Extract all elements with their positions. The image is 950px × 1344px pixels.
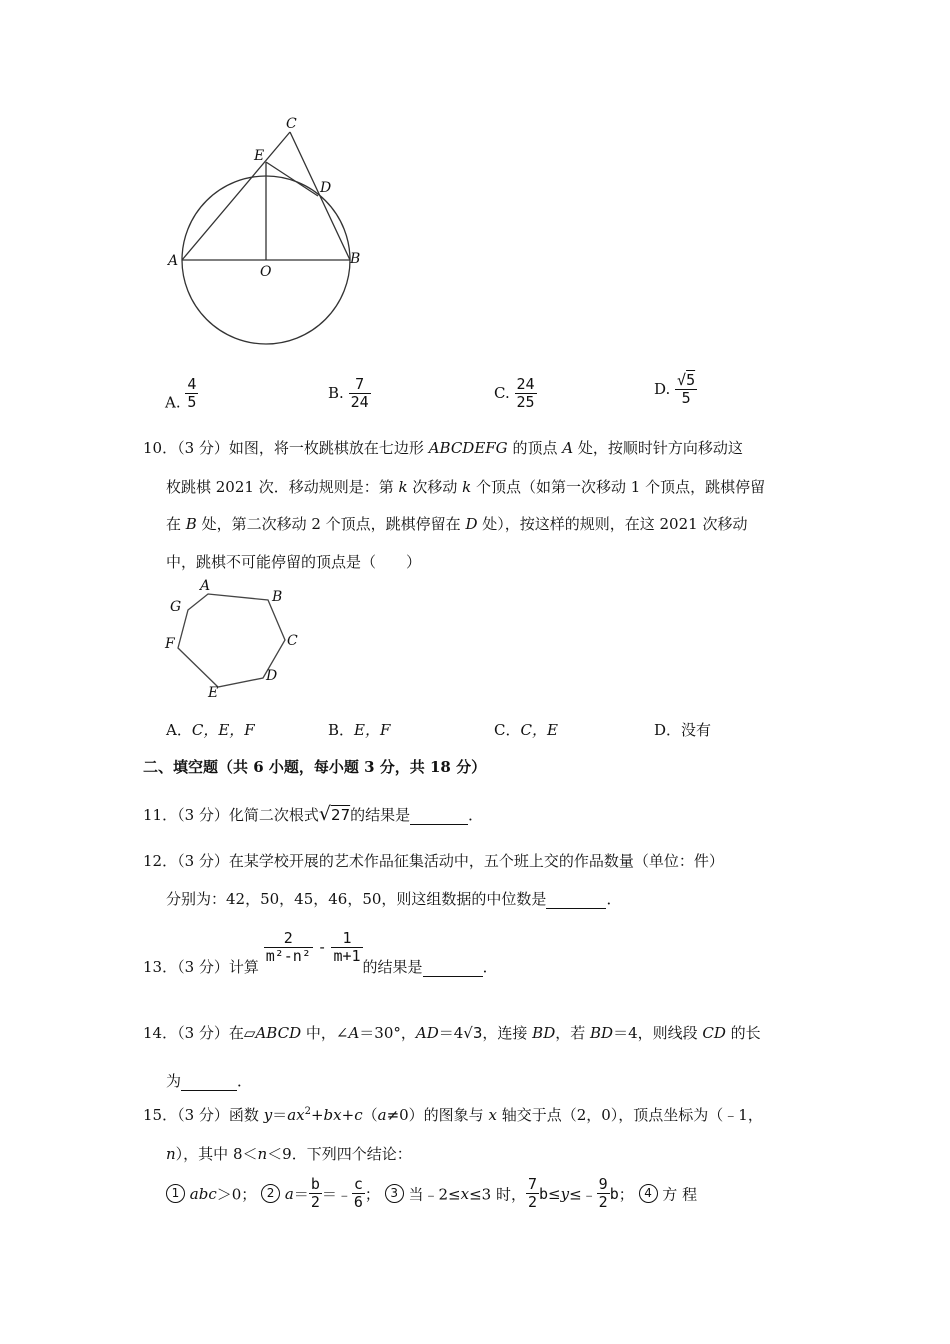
q10-option-a: A．C，E，F — [166, 721, 255, 739]
q9-option-a-letter: A. — [165, 393, 181, 412]
q9-option-c — [494, 376, 537, 412]
q9-label-c: C — [286, 116, 297, 132]
q9-label-b: B — [350, 251, 361, 267]
q9-option-c-frac: $\frac{24}{25}$ — [516, 375, 535, 412]
q10-line-4: 中，跳棋不可能停留的顶点是（ ） — [166, 553, 422, 571]
q15-frac-b-over-2: $\frac{b}{2}$ — [310, 1175, 320, 1212]
q9-option-c-letter: C. — [494, 383, 510, 402]
q9-option-d-frac: $\frac{√5}{5}$ — [677, 371, 696, 408]
q15-frac-c-over-6: $\frac{c}{6}$ — [353, 1175, 363, 1212]
q15-line-2: n），其中 8＜n＜9．下列四个结论： — [166, 1145, 412, 1163]
q13-line: 13．（3 分）计算 $\frac{2}{\text{m²-n²}}$ - $\frac{1}{m+1}$ 的结果是 ． — [143, 929, 498, 976]
q14-line-1: 14．（3 分）在▱ABCD 中，∠A＝30°，AD＝4√3，连接 BD，若 BD＝4，则线段 CD 的长 — [143, 1024, 761, 1042]
q10-line-1: 10．（3 分）如图，将一枚跳棋放在七边形 ABCDEFG 的顶点 A 处，按顺时针方向移动这 — [143, 439, 743, 457]
q10-option-c: C．C，E — [494, 721, 558, 739]
q9-option-a-frac: $\frac{4}{5}$ — [187, 375, 197, 412]
q10-heptagon-figure — [160, 575, 310, 705]
q9-label-d: D — [320, 180, 332, 196]
q14-line-2: 为 ． — [166, 1072, 253, 1090]
q10-label-f: F — [165, 636, 175, 652]
q11-answer-blank[interactable] — [410, 806, 468, 825]
q9-label-e: E — [254, 148, 265, 164]
q9-option-a — [165, 376, 198, 412]
q9-circle-figure — [160, 110, 380, 350]
q9-label-o: O — [260, 264, 272, 280]
q9-option-d-letter: D. — [654, 379, 671, 398]
q12-answer-blank[interactable] — [546, 890, 606, 909]
q12-line-2: 分别为：42，50，45，46，50，则这组数据的中位数是 ． — [166, 890, 622, 908]
q11-line: 11．（3 分）化简二次根式√27的结果是 ． — [143, 803, 484, 825]
q10-score: （3 分） — [177, 439, 229, 457]
q10-option-d: D．没有 — [654, 721, 712, 739]
q10-label-c: C — [287, 633, 298, 649]
conclusion-2-marker: 2 — [261, 1184, 280, 1203]
conclusion-1-marker: 1 — [166, 1184, 185, 1203]
q10-line-2: 枚跳棋 2021 次．移动规则是：第 k 次移动 k 个顶点（如第一次移动 1 个顶点，跳棋停留 — [166, 478, 766, 496]
q15-frac-9-over-2: $\frac{9}{2}$ — [598, 1175, 608, 1212]
q10-label-g: G — [170, 599, 182, 615]
q10-label-e: E — [208, 685, 219, 701]
q10-label-a: A — [200, 578, 211, 594]
q13-answer-blank[interactable] — [423, 958, 483, 977]
section-2-title: 二、填空题（共 6 小题，每小题 3 分，共 18 分） — [143, 758, 487, 776]
q9-label-a: A — [168, 253, 179, 269]
q12-line-1: 12．（3 分）在某学校开展的艺术作品征集活动中，五个班上交的作品数量（单位：件） — [143, 852, 724, 870]
q15-line-3: 1 abc＞0； 2 a＝ $\frac{b}{2}$ ＝﹣ $\frac{c}{6}$ ； 3 当﹣2≤x≤3 时， $\frac{7}{2}$ b≤y≤﹣ $\frac{9}{2}$ b； 4 方 程 — [166, 1176, 697, 1212]
q13-fraction-1: $\frac{2}{\text{m²-n²}}$ — [265, 929, 311, 966]
q10-option-b: B．E，F — [328, 721, 391, 739]
q9-option-d — [654, 372, 697, 408]
q14-answer-blank[interactable] — [181, 1072, 237, 1091]
q10-label-b: B — [272, 589, 283, 605]
q10-number: 10． — [143, 439, 178, 457]
conclusion-4-marker: 4 — [639, 1184, 658, 1203]
q9-option-b-letter: B. — [328, 383, 344, 402]
q15-line-1: 15．（3 分）函数 $y=ax^2+bx+c(a\ne 0)$的图象与 x 轴交于点（2，0），顶点坐标为（﹣1， — [143, 1106, 763, 1124]
q13-fraction-2: $\frac{1}{m+1}$ — [333, 929, 361, 966]
q10-line-3: 在 B 处，第二次移动 2 个顶点，跳棋停留在 D 处），按这样的规则，在这 2021 次移动 — [166, 515, 748, 533]
q9-option-b — [328, 376, 371, 412]
conclusion-3-marker: 3 — [385, 1184, 404, 1203]
q9-option-b-frac: $\frac{7}{24}$ — [350, 375, 369, 412]
q15-frac-7-over-2: $\frac{7}{2}$ — [527, 1175, 537, 1212]
q10-label-d: D — [266, 668, 278, 684]
